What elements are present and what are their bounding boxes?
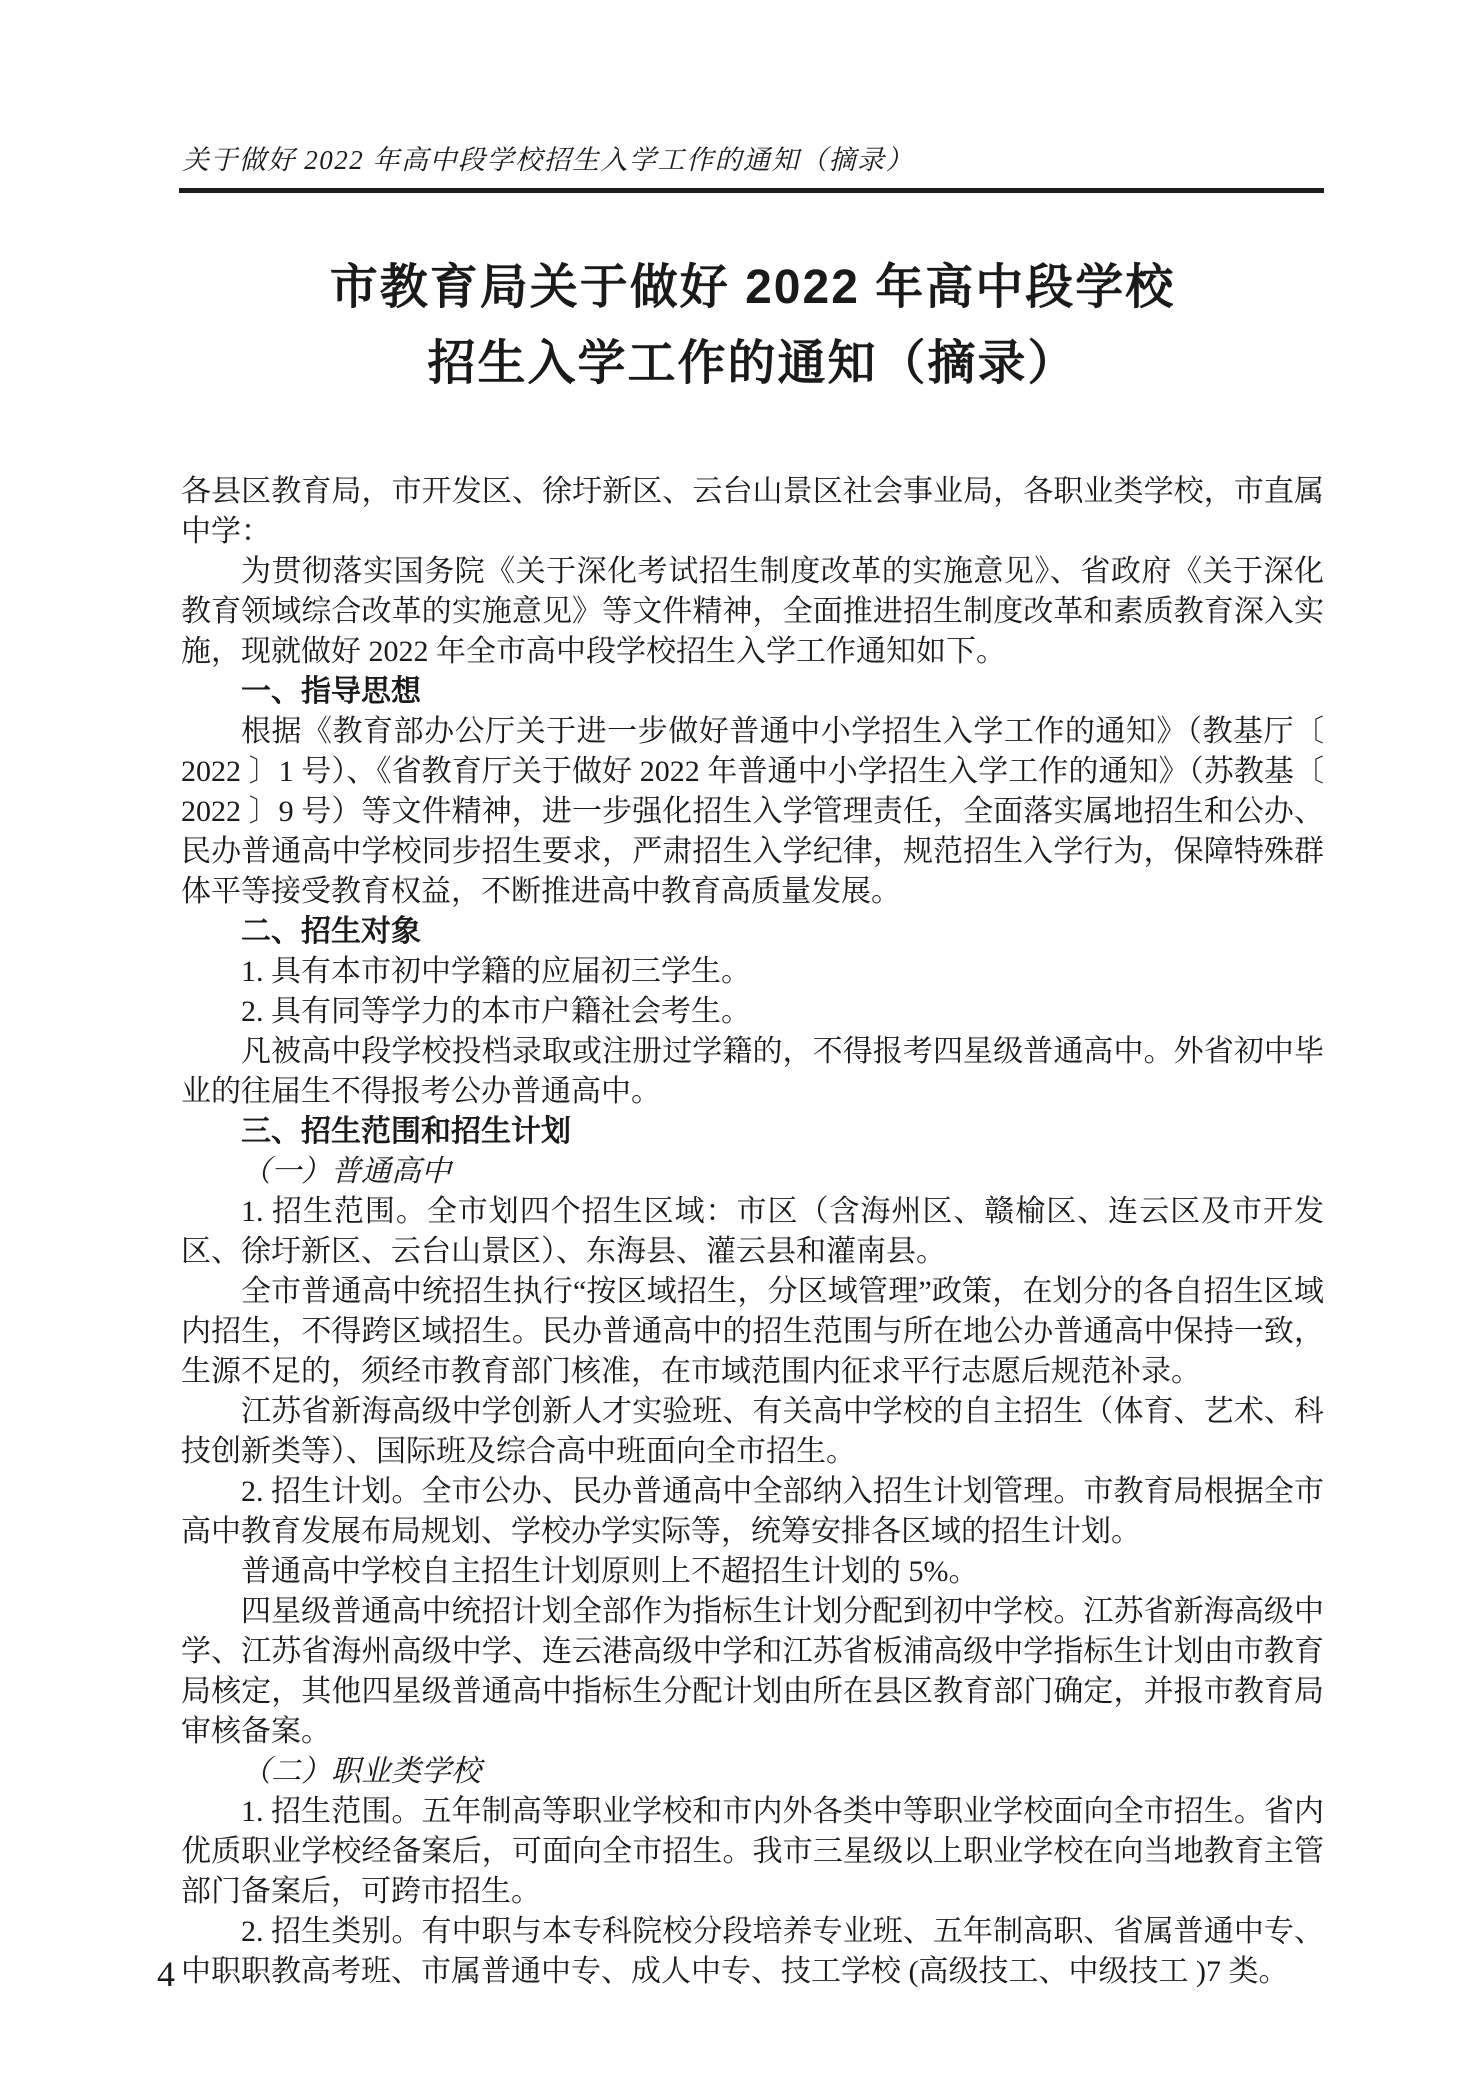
subsection-1-paragraph-3: 江苏省新海高级中学创新人才实验班、有关高中学校的自主招生（体育、艺术、科技创新类等）、国际班及综合高中班面向全市招生。 bbox=[181, 1395, 1324, 1468]
section-2-list-item-1: 1. 具有本市初中学籍的应届初三学生。 bbox=[241, 955, 751, 988]
header-rule bbox=[179, 188, 1324, 193]
intro-paragraph: 为贯彻落实国务院《关于深化考试招生制度改革的实施意见》、省政府《关于深化教育领域综合改革的实施意见》等文件精神，全面推进招生制度改革和素质教育深入实施，现就做好 2022 年全市高中段学校招生入学工作通知如下。 bbox=[181, 555, 1324, 668]
document-title-line-1: 市教育局关于做好 2022 年高中段学校 bbox=[329, 261, 1176, 314]
document-title bbox=[181, 250, 1324, 402]
subsection-2-heading: （二）职业类学校 bbox=[241, 1755, 481, 1788]
subsection-2-paragraph-1: 1. 招生范围。五年制高等职业学校和市内外各类中等职业学校面向全市招生。省内优质职业学校经备案后，可面向全市招生。我市三星级以上职业学校在向当地教育主管部门备案后，可跨市招生。 bbox=[181, 1795, 1324, 1908]
running-header: 关于做好 2022 年高中段学校招生入学工作的通知（摘录） bbox=[182, 145, 914, 175]
section-1-paragraph-1: 根据《教育部办公厅关于进一步做好普通中小学招生入学工作的通知》（教基厅〔 2022 〕1 号）、《省教育厅关于做好 2022 年普通中小学招生入学工作的通知》（苏教基〔 2022 〕9 号）等文件精神，进一步强化招生入学管理责任，全面落实属地招生和公办、民办普通高中学校同步招生要求，严肃招生入学纪律，规范招生入学行为，保障特殊群体平等接受教育权益，不断推进高中教育高质量发展。 bbox=[181, 715, 1324, 908]
section-2-heading: 二、招生对象 bbox=[241, 915, 421, 948]
section-3-heading: 三、招生范围和招生计划 bbox=[241, 1115, 571, 1148]
section-2-paragraph-1: 凡被高中段学校投档录取或注册过学籍的，不得报考四星级普通高中。外省初中毕业的往届生不得报考公办普通高中。 bbox=[181, 1035, 1324, 1108]
subsection-1-paragraph-4: 2. 招生计划。全市公办、民办普通高中全部纳入招生计划管理。市教育局根据全市高中教育发展布局规划、学校办学实际等，统筹安排各区域的招生计划。 bbox=[181, 1475, 1324, 1548]
salutation-line: 各县区教育局，市开发区、徐圩新区、云台山景区社会事业局，各职业类学校，市直属中学： bbox=[181, 475, 1324, 548]
document-body bbox=[181, 472, 1324, 1992]
subsection-1-paragraph-6: 四星级普通高中统招计划全部作为指标生计划分配到初中学校。江苏省新海高级中学、江苏省海州高级中学、连云港高级中学和江苏省板浦高级中学指标生计划由市教育局核定，其他四星级普通高中指标生分配计划由所在县区教育部门确定，并报市教育局审核备案。 bbox=[181, 1595, 1324, 1748]
subsection-1-paragraph-5: 普通高中学校自主招生计划原则上不超招生计划的 5%。 bbox=[241, 1555, 979, 1588]
subsection-1-heading: （一）普通高中 bbox=[241, 1155, 451, 1188]
subsection-1-paragraph-2: 全市普通高中统招生执行“按区域招生，分区域管理”政策，在划分的各自招生区域内招生，不得跨区域招生。民办普通高中的招生范围与所在地公办普通高中保持一致，生源不足的，须经市教育部门核准，在市域范围内征求平行志愿后规范补录。 bbox=[181, 1275, 1324, 1388]
section-2-list-item-2: 2. 具有同等学力的本市户籍社会考生。 bbox=[241, 995, 751, 1028]
section-1-heading: 一、指导思想 bbox=[241, 675, 421, 708]
subsection-1-paragraph-1: 1. 招生范围。全市划四个招生区域：市区（含海州区、赣榆区、连云区及市开发区、徐圩新区、云台山景区）、东海县、灌云县和灌南县。 bbox=[181, 1195, 1324, 1268]
page-number: 4 bbox=[157, 1954, 175, 1994]
subsection-2-paragraph-2: 2. 招生类别。有中职与本专科院校分段培养专业班、五年制高职、省属普通中专、中职职教高考班、市属普通中专、成人中专、技工学校 (高级技工、中级技工 )7 类。 bbox=[181, 1915, 1324, 1988]
document-title-line-2: 招生入学工作的通知（摘录） bbox=[427, 337, 1078, 390]
